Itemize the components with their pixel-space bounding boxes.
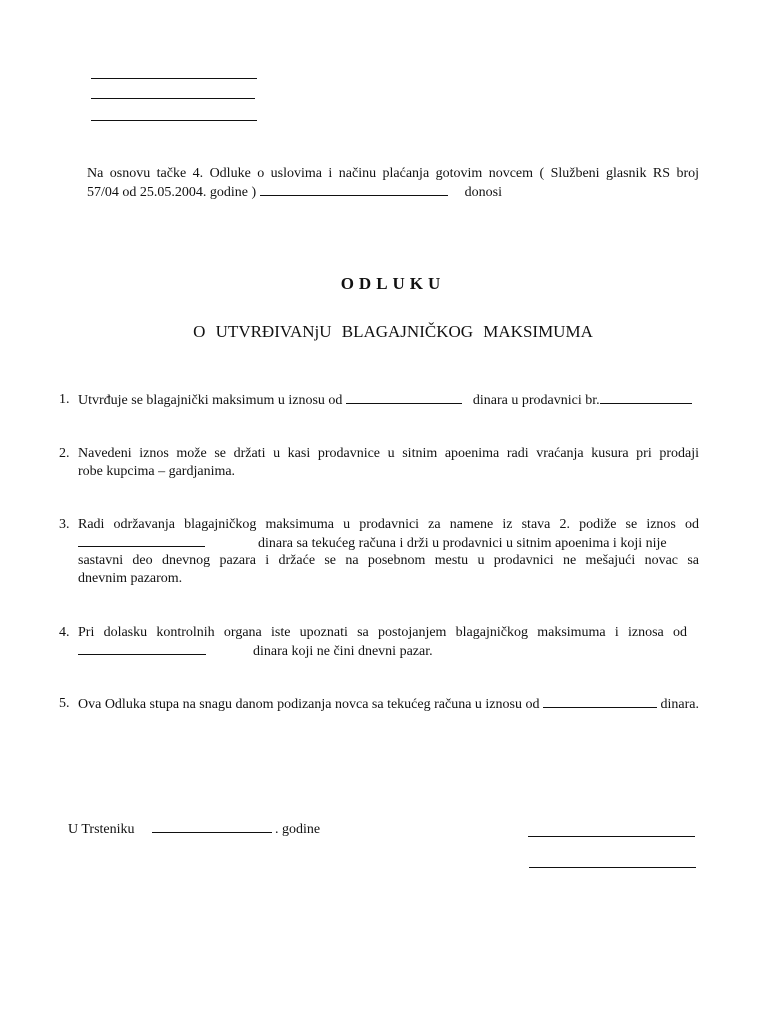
preamble-line-1: Na osnovu tačke 4. Odluke o uslovima i načinu plaćanja gotovim novcem ( Službeni glasnik RS broj: [87, 166, 699, 181]
item-4-line-2: [78, 642, 687, 660]
item-1-amount-blank: [346, 391, 462, 404]
header-blank-line-1: [91, 78, 257, 79]
preamble-line-2-start: 57/04 od 25.05.2004. godine ): [87, 185, 257, 200]
signature-line-2: [529, 867, 696, 868]
item-3-number: 3.: [59, 517, 70, 532]
item-4-number: 4.: [59, 625, 70, 640]
item-1-text-end: dinara u prodavnici br.: [472, 393, 600, 408]
item-1-text-start: Utvrđuje se blagajnički maksimum u iznosu od: [78, 393, 343, 408]
item-3-line-3: sastavni deo dnevnog pazara i držaće se na posebnom mestu u prodavnici ne mešajući novac sa: [78, 553, 699, 568]
item-3-line-2-text: dinara sa tekućeg računa i drži u prodavnici u sitnim apoenima i koji nije: [258, 536, 667, 551]
item-3-line-1: Radi održavanja blagajničkog maksimuma u prodavnici za namene iz stava 2. podiže se iznos od: [78, 517, 699, 532]
item-2: [78, 445, 699, 481]
item-3: [78, 516, 699, 588]
footer-date-blank: [152, 820, 272, 833]
item-4-line-1: Pri dolasku kontrolnih organa iste upoznati sa postojanjem blagajničkog maksimuma i iznosa od: [78, 625, 687, 640]
header-blank-line-3: [91, 120, 257, 121]
document-subtitle: O UTVRĐIVANjU BLAGAJNIČKOG MAKSIMUMA: [193, 322, 593, 341]
item-3-line-4: dnevnim pazarom.: [78, 571, 183, 586]
item-2-line-2: robe kupcima – gardjanima.: [78, 464, 236, 479]
item-1: [78, 391, 758, 409]
document-title: ODLUKU: [340, 274, 446, 293]
preamble-line-2-end: donosi: [464, 185, 502, 200]
item-5-line-1: [78, 695, 758, 713]
item-1-line-1: [78, 391, 758, 409]
item-4-amount-blank: [78, 642, 206, 655]
header-blank-line-2: [91, 98, 255, 99]
preamble-blank: [260, 183, 448, 196]
preamble-line-2: [87, 183, 699, 201]
item-5-text-end: dinara.: [660, 697, 699, 712]
signature-line-1: [528, 836, 695, 837]
item-5-number: 5.: [59, 696, 70, 711]
footer-place: U Trsteniku: [68, 822, 135, 837]
item-4: [78, 624, 687, 660]
item-2-line-1: Navedeni iznos može se držati u kasi prodavnice u sitnim apoenima radi vraćanja kusura pri prodaji: [78, 446, 699, 461]
item-5-amount-blank: [543, 695, 657, 708]
item-3-amount-blank: [78, 534, 205, 547]
item-2-number: 2.: [59, 446, 70, 461]
item-4-line-2-text: dinara koji ne čini dnevni pazar.: [253, 644, 433, 659]
preamble: [87, 165, 699, 201]
item-1-store-number-blank: [600, 391, 692, 404]
item-5: [78, 695, 758, 713]
item-1-number: 1.: [59, 392, 70, 407]
item-5-text-start: Ova Odluka stupa na snagu danom podizanja novca sa tekućeg računa u iznosu od: [78, 697, 540, 712]
footer-place-date: [68, 820, 320, 839]
item-3-line-2: [78, 534, 699, 552]
footer-date-suffix: . godine: [275, 822, 321, 837]
